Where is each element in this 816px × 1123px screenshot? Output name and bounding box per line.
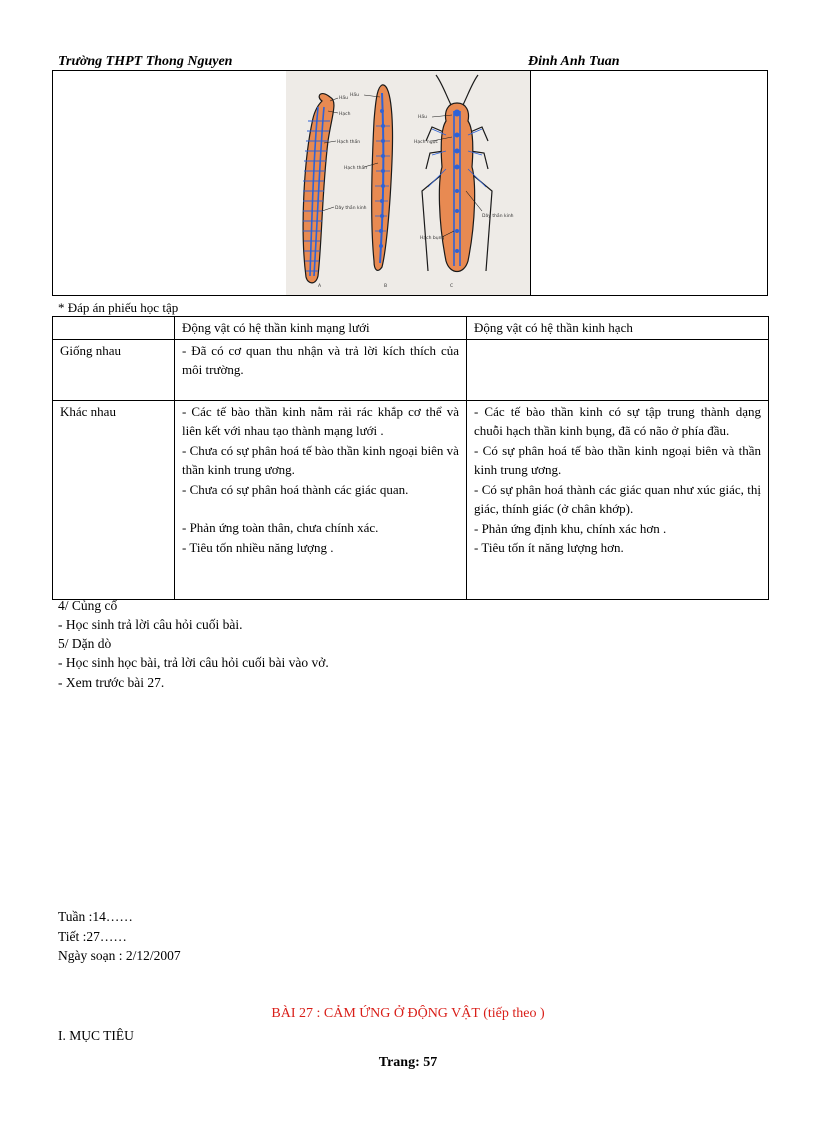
label-b-letter: B	[384, 284, 388, 289]
label-a-hach-than: Hạch thần	[337, 140, 361, 145]
header-net-nervous: Động vật có hệ thần kinh mạng lưới	[175, 317, 467, 340]
figure-cell-left	[52, 70, 287, 296]
header-ganglion-nervous: Động vật có hệ thần kinh hạch	[467, 317, 769, 340]
list-item: - Đã có cơ quan thu nhận và trả lời kích thích của môi trường.	[182, 342, 459, 377]
similarities-ganglion	[467, 339, 769, 400]
homework-item: - Xem trước bài 27.	[58, 675, 165, 690]
differences-net	[175, 400, 467, 599]
school-name: Trường THPT Thong Nguyen	[58, 54, 233, 69]
label-c-day-than-kinh: Dây thần kinh	[482, 214, 514, 219]
row-label-similarities: Giống nhau	[53, 339, 175, 400]
figure-cell-right	[530, 70, 768, 296]
list-item: - Có sự phân hoá tế bào thần kinh ngoại biên và thần kinh trung ương.	[474, 442, 761, 477]
list-item: - Tiêu tốn ít năng lượng hơn.	[474, 540, 624, 555]
list-item: - Có sự phân hoá thành các giác quan như xúc giác, thị giác, thính giác (ở chân khớp).	[474, 481, 761, 516]
lesson-title: BÀI 27 : CẢM ỨNG Ở ĐỘNG VẬT (tiếp theo )	[271, 1006, 545, 1021]
figure-a-ladder-nervous-system	[303, 93, 367, 289]
week-label: Tuần :14……	[58, 909, 133, 924]
figure-c-insect-nervous-system	[414, 75, 514, 289]
list-item: - Các tế bào thần kinh nằm rải rác khắp cơ thể và liên kết với nhau tạo thành mạng lưới .	[182, 403, 459, 438]
table-header-row	[53, 317, 769, 340]
date-label: Ngày soạn : 2/12/2007	[58, 948, 181, 963]
list-item: - Phản ứng định khu, chính xác hơn .	[474, 520, 667, 536]
answer-sheet-caption: * Đáp án phiếu học tập	[58, 300, 179, 315]
label-a-hach: Hạch	[339, 112, 351, 117]
list-item: - Tiêu tốn nhiều năng lượng .	[182, 539, 334, 555]
list-item: - Chưa có sự phân hoá tế bào thần kinh ngoại biên và thần kinh trung ương.	[182, 442, 459, 477]
page-number: Trang: 57	[378, 1055, 438, 1070]
row-label-differences: Khác nhau	[53, 400, 175, 599]
label-c-hach-bung: Hạch bụng	[420, 236, 445, 241]
homework-item: - Học sinh học bài, trả lời câu hỏi cuối bài vào vở.	[58, 655, 329, 670]
figure-b-ventral-chain	[344, 85, 393, 289]
label-a-letter: A	[318, 284, 322, 289]
header-empty-cell	[53, 317, 175, 340]
nervous-system-figure	[286, 71, 530, 295]
differences-ganglion	[467, 400, 769, 599]
label-c-letter: C	[450, 284, 454, 289]
consolidation-heading: 4/ Củng cố	[58, 598, 118, 613]
section-heading: I. MỤC TIÊU	[58, 1028, 134, 1043]
label-c-hach-nguc: Hạch ngực	[414, 140, 438, 145]
list-item: - Phản ứng toàn thân, chưa chính xác.	[182, 520, 379, 535]
list-item: - Chưa có sự phân hoá thành các giác quan.	[182, 481, 409, 497]
label-b-hau: Hầu	[350, 93, 359, 98]
table-row	[53, 400, 769, 599]
period-label: Tiết :27……	[58, 929, 127, 944]
author-name: Đinh Anh Tuan	[528, 54, 620, 69]
table-row	[53, 339, 769, 400]
homework-heading: 5/ Dặn dò	[58, 636, 112, 651]
list-item: - Các tế bào thần kinh có sự tập trung thành dạng chuỗi hạch thần kinh bụng, đã có não ở phía đầu.	[474, 403, 761, 438]
list-spacer	[182, 499, 459, 518]
label-a-hau: Hầu	[339, 96, 348, 101]
similarities-net	[175, 339, 467, 400]
label-b-hach-than: Hạch thần	[344, 166, 368, 171]
label-c-hau: Hầu	[418, 115, 427, 120]
consolidation-item: - Học sinh trả lời câu hỏi cuối bài.	[58, 617, 243, 632]
label-a-day-than-kinh: Dây thần kinh	[335, 206, 367, 211]
answer-table	[52, 316, 769, 600]
